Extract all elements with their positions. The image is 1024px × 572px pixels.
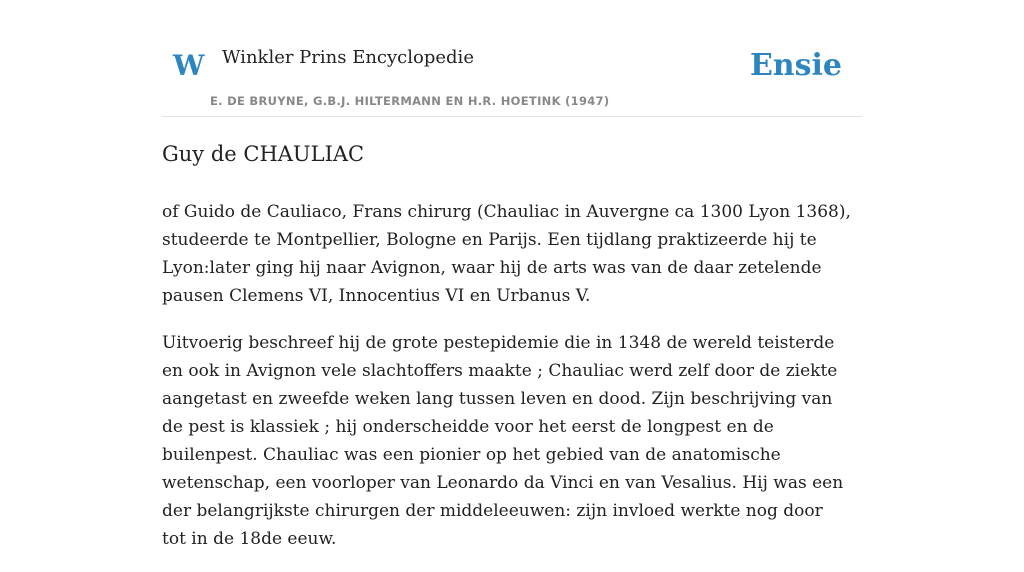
article-paragraph: of Guido de Cauliaco, Frans chirurg (Chauliac in Auvergne ca 1300 Lyon 1368), studeerde te Montpellier, Bologne en Parijs. Een tijdlang praktizeerde hij te Lyon:later ging hij naar Avignon, waar hij de arts was van de daar zetelende pausen Clemens VI, Innocentius VI en Urbanus V. xyxy=(162,202,851,306)
source-authors: E. DE BRUYNE, G.B.J. HILTERMANN EN H.R. HOETINK (1947) xyxy=(210,94,610,108)
ensie-logo-link[interactable]: Ensie xyxy=(749,48,842,83)
site-header xyxy=(162,0,862,117)
article-paragraph: Uitvoerig beschreef hij de grote pestepidemie die in 1348 de wereld teisterde en ook in Avignon vele slachtoffers maakte ; Chauliac werd zelf door de ziekte aangetast en zweefde weken lang tussen leven en dood. Zijn beschrijving van de pest is klassiek ; hij onderscheidde voor het eerst de longpest en de builenpest. Chauliac was een pionier op het gebied van de anatomische wetenschap, een voorloper van Leonardo da Vinci en van Vesalius. Hij was een der belangrijkste chirurgen der middeleeuwen: zijn invloed werkte nog door tot in de 18de eeuw. xyxy=(162,333,844,549)
winkler-prins-logo[interactable]: W xyxy=(173,49,205,82)
article xyxy=(162,138,852,572)
article-title: Guy de CHAULIAC xyxy=(162,142,365,166)
source-title: Winkler Prins Encyclopedie xyxy=(222,47,474,68)
